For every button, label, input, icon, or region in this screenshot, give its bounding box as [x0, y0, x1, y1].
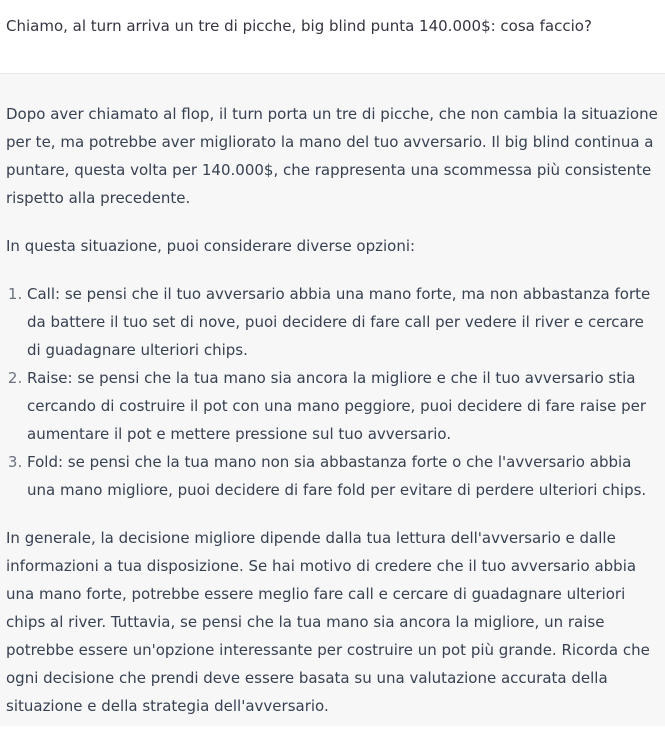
assistant-message: [0, 74, 665, 726]
user-message: [0, 0, 665, 74]
assistant-intro-paragraph: Dopo aver chiamato al flop, il turn porta un tre di picche, che non cambia la situazione per te, ma potrebbe aver migliorato la mano del tuo avversario. Il big blind continua a puntare, questa volta per 140.000$, che rappresenta una scommessa più consistente rispetto alla precedente.: [6, 105, 658, 207]
assistant-message-content: [6, 100, 662, 740]
option-item-call: 1. Call: se pensi che il tuo avversario abbia una mano forte, ma non abbastanza forte da battere il tuo set di nove, puoi decidere di fare call per vedere il river e cercare di guadagnare ulteriori chips.: [27, 280, 662, 364]
options-list: [6, 280, 662, 504]
option-item-fold: 3. Fold: se pensi che la tua mano non sia abbastanza forte o che l'avversario abbia una mano migliore, puoi decidere di fare fold per evitare di perdere ulteriori chips.: [27, 448, 662, 504]
option-item-raise: 2. Raise: se pensi che la tua mano sia ancora la migliore e che il tuo avversario stia cercando di costruire il pot con una mano peggiore, puoi decidere di fare raise per aumentare il pot e mettere pressione sul tuo avversario.: [27, 364, 662, 448]
assistant-conclusion-paragraph: In generale, la decisione migliore dipende dalla tua lettura dell'avversario e dalle informazioni a tua disposizione. Se hai motivo di credere che il tuo avversario abbia una mano forte, potrebbe essere meglio fare call e cercare di guadagnare ulteriori chips al river. Tuttavia, se pensi che la tua mano sia ancora la migliore, un raise potrebbe essere un'opzione interessante per costruire un pot più grande. Ricorda che ogni decisione che prendi deve essere basata su una valutazione accurata della situazione e della strategia dell'avversario.: [6, 529, 650, 715]
assistant-options-lead: In questa situazione, puoi considerare diverse opzioni:: [6, 237, 416, 255]
user-message-text: Chiamo, al turn arriva un tre di picche, big blind punta 140.000$: cosa faccio?: [6, 17, 592, 35]
